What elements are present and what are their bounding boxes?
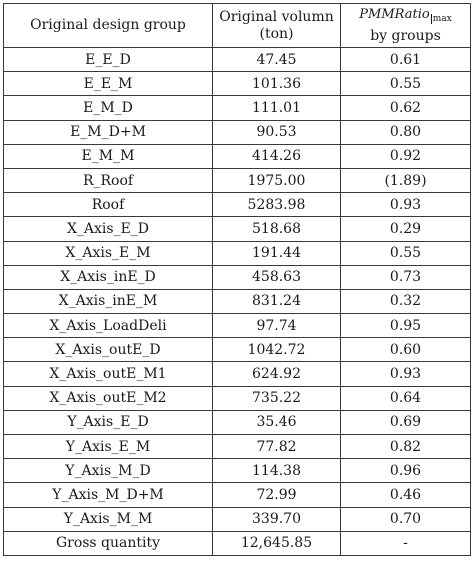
cell-group: Roof [4,193,213,217]
cell-volume: 735.22 [213,386,341,410]
cell-ratio: (1.89) [341,168,471,192]
header-ratio-line2: by groups [370,28,441,44]
cell-ratio: 0.93 [341,362,471,386]
table-header [4,4,471,48]
cell-group: Y_Axis_M_D [4,459,213,483]
cell-ratio: 0.93 [341,193,471,217]
cell-group: Y_Axis_M_M [4,507,213,531]
table-row [4,338,471,362]
table-row [4,459,471,483]
cell-group: Y_Axis_E_M [4,435,213,459]
table-row [4,168,471,192]
cell-group: X_Axis_LoadDeli [4,314,213,338]
table-row [4,241,471,265]
cell-ratio: 0.46 [341,483,471,507]
table-row [4,48,471,72]
header-volume-line2: (ton) [259,25,294,42]
cell-ratio: 0.95 [341,314,471,338]
header-ratio [341,4,471,48]
cell-group: X_Axis_E_D [4,217,213,241]
cell-volume: 97.74 [213,314,341,338]
table-row [4,72,471,96]
cell-group: X_Axis_E_M [4,241,213,265]
cell-volume: 47.45 [213,48,341,72]
cell-volume: 1042.72 [213,338,341,362]
cell-volume: 90.53 [213,120,341,144]
table-body [4,48,471,556]
table-row [4,386,471,410]
cell-ratio: 0.70 [341,507,471,531]
cell-group: E_M_M [4,144,213,168]
table-row [4,507,471,531]
table-row [4,217,471,241]
cell-volume: 5283.98 [213,193,341,217]
cell-ratio: 0.69 [341,410,471,434]
design-group-table [3,3,471,556]
cell-group: X_Axis_inE_M [4,289,213,313]
cell-volume: 12,645.85 [213,531,341,555]
table-row [4,144,471,168]
cell-volume: 518.68 [213,217,341,241]
cell-group: X_Axis_outE_M1 [4,362,213,386]
cell-ratio: 0.64 [341,386,471,410]
cell-group: E_M_D+M [4,120,213,144]
cell-volume: 111.01 [213,96,341,120]
cell-volume: 191.44 [213,241,341,265]
header-ratio-main: PMMRatio [359,7,430,22]
table-row [4,96,471,120]
cell-group: Y_Axis_E_D [4,410,213,434]
cell-ratio: 0.29 [341,217,471,241]
cell-ratio: 0.80 [341,120,471,144]
cell-group: X_Axis_outE_D [4,338,213,362]
cell-group: Y_Axis_M_D+M [4,483,213,507]
cell-group: E_E_M [4,72,213,96]
cell-volume: 114.38 [213,459,341,483]
header-volume [213,4,341,48]
table-row [4,265,471,289]
cell-volume: 414.26 [213,144,341,168]
table-row [4,435,471,459]
table-row [4,120,471,144]
table-row [4,483,471,507]
table-row [4,410,471,434]
cell-volume: 831.24 [213,289,341,313]
cell-group: E_M_D [4,96,213,120]
cell-ratio: 0.55 [341,241,471,265]
cell-ratio: 0.32 [341,289,471,313]
header-volume-line1: Original volumn [219,8,334,25]
table-row [4,531,471,555]
header-row [4,4,471,48]
cell-volume: 35.46 [213,410,341,434]
cell-ratio: - [341,531,471,555]
cell-volume: 101.36 [213,72,341,96]
header-group-label: Original design group [30,17,186,33]
cell-volume: 339.70 [213,507,341,531]
cell-group: Gross quantity [4,531,213,555]
cell-group: X_Axis_inE_D [4,265,213,289]
cell-volume: 458.63 [213,265,341,289]
table-row [4,314,471,338]
cell-ratio: 0.73 [341,265,471,289]
cell-ratio: 0.55 [341,72,471,96]
table-row [4,362,471,386]
cell-ratio: 0.82 [341,435,471,459]
cell-ratio: 0.60 [341,338,471,362]
cell-group: E_E_D [4,48,213,72]
cell-volume: 77.82 [213,435,341,459]
cell-ratio: 0.61 [341,48,471,72]
cell-ratio: 0.62 [341,96,471,120]
header-group [4,4,213,48]
cell-group: R_Roof [4,168,213,192]
cell-volume: 1975.00 [213,168,341,192]
header-ratio-sub: max [432,14,452,24]
header-ratio-line1 [341,6,470,28]
cell-ratio: 0.92 [341,144,471,168]
table-row [4,289,471,313]
cell-volume: 72.99 [213,483,341,507]
cell-volume: 624.92 [213,362,341,386]
cell-ratio: 0.96 [341,459,471,483]
cell-group: X_Axis_outE_M2 [4,386,213,410]
table-row [4,193,471,217]
